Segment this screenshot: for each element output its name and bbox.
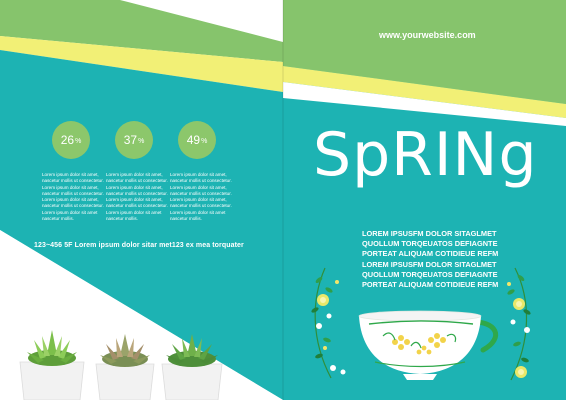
body-line: QUOLLUM TORQEUATOS DEFIAGNTE xyxy=(362,269,498,279)
stat-text-1: Lorem ipsum dolor sit amet, nascetur mollis ut consectetur. Lorem ipsum dolor sit amet, nascetur mollis ut consectetur. Lorem ipsum dolor sit amet, nascetur mollis ut consectetur. Lorem ipsum dolor sit amet nascetur mollis. xyxy=(42,172,104,222)
website-url: www.yourwebsite.com xyxy=(379,30,476,40)
stat-circle-3 xyxy=(178,121,216,159)
right-page xyxy=(283,0,566,400)
stat-text-2: Lorem ipsum dolor sit amet, nascetur mollis ut consectetur. Lorem ipsum dolor sit amet, nascetur mollis ut consectetur. Lorem ipsum dolor sit amet, nascetur mollis ut consectetur. Lorem ipsum dolor sit amet nascetur mollis. xyxy=(106,172,168,222)
teacup xyxy=(359,311,496,380)
body-line: PORTEAT ALIQUAM COTIDIEUE REFM xyxy=(362,249,499,259)
left-floral-wreath xyxy=(311,268,346,378)
page-fold xyxy=(282,0,284,400)
body-line: PORTEAT ALIQUAM COTIDIEUE REFM xyxy=(362,280,499,290)
stat-text-3: Lorem ipsum dolor sit amet, nascetur mollis ut consectetur. Lorem ipsum dolor sit amet, nascetur mollis ut consectetur. Lorem ipsum dolor sit amet, nascetur mollis ut consectetur. Lorem ipsum dolor sit amet nascetur mollis. xyxy=(170,172,232,222)
body-line: QUOLLUM TORQEUATOS DEFIAGNTE xyxy=(362,239,498,249)
spring-title: SpRINg xyxy=(313,120,538,190)
stat-circle-1 xyxy=(52,121,90,159)
stat-unit-1: % xyxy=(75,138,82,145)
stat-unit-3: % xyxy=(201,138,208,145)
stat-value-3: 49 xyxy=(186,133,201,147)
stat-unit-2: % xyxy=(138,138,145,145)
teacup-illustration xyxy=(283,260,566,400)
body-line: LOREM IPSUSFM DOLOR SITAGLMET xyxy=(362,259,497,269)
stat-value-2: 37 xyxy=(123,133,138,147)
body-line: LOREM IPSUSFM DOLOR SITAGLMET xyxy=(362,229,497,238)
address-tagline: 123~456 5F Lorem ipsum dolor sitar met123 ex mea torquater xyxy=(34,242,244,249)
right-floral-wreath xyxy=(507,268,532,380)
stat-circle-2 xyxy=(115,121,153,159)
stat-value-1: 26 xyxy=(60,133,75,147)
